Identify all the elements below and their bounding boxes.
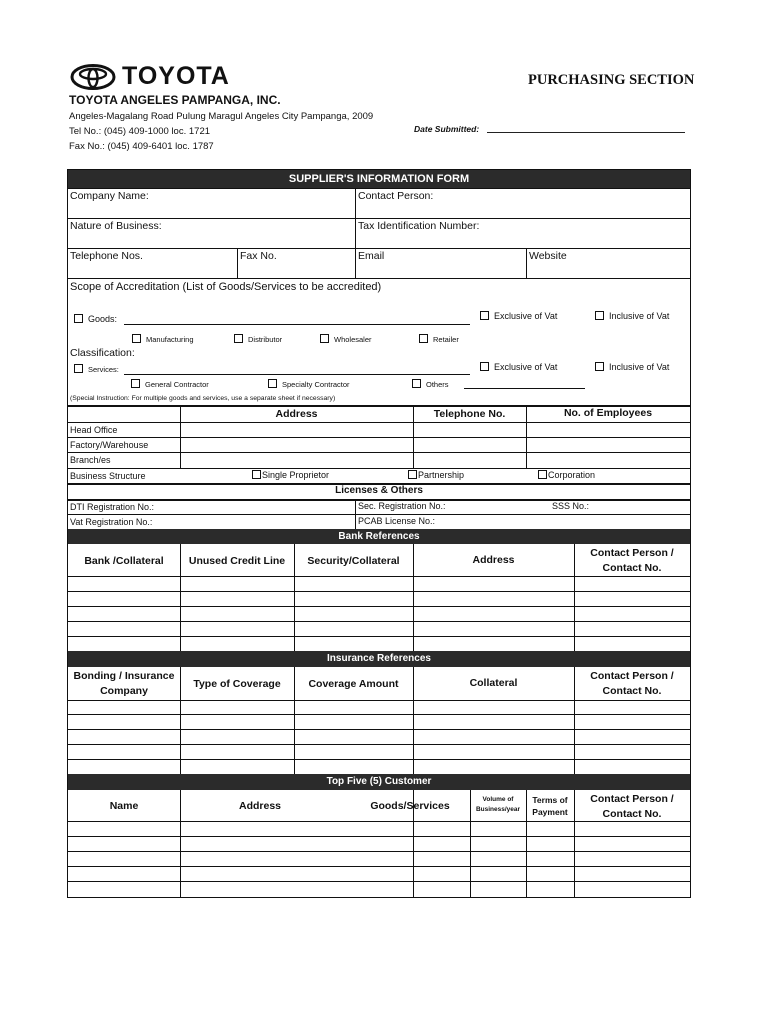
company-fax: Fax No.: (045) 409-6401 loc. 1787 bbox=[69, 141, 214, 152]
general-contractor-checkbox[interactable]: General Contractor bbox=[131, 379, 209, 389]
customers-col-address: Address bbox=[238, 800, 281, 812]
employees-column-header: No. of Employees bbox=[563, 407, 653, 419]
bank-col-contact: Contact Person / bbox=[590, 547, 674, 559]
corporation-checkbox[interactable]: Corporation bbox=[538, 470, 595, 480]
business-structure-label: Business Structure bbox=[70, 471, 146, 481]
retailer-checkbox[interactable]: Retailer bbox=[419, 334, 459, 344]
nature-of-business-field[interactable]: Nature of Business: bbox=[70, 220, 162, 232]
goods-checkbox[interactable]: Goods: bbox=[74, 314, 117, 324]
date-submitted-field[interactable] bbox=[487, 132, 685, 133]
bank-col-address: Address bbox=[472, 554, 515, 566]
telephone-column-header: Telephone No. bbox=[433, 408, 506, 420]
document-header bbox=[0, 0, 768, 168]
insurance-col-contact-no: Contact No. bbox=[602, 685, 662, 697]
toyota-logo bbox=[70, 62, 230, 91]
single-proprietor-checkbox[interactable]: Single Proprietor bbox=[252, 470, 329, 480]
head-office-label: Head Office bbox=[70, 425, 118, 435]
date-submitted-label: Date Submitted: bbox=[414, 124, 480, 134]
section-title: PURCHASING SECTION bbox=[528, 72, 695, 88]
address-column-header: Address bbox=[275, 408, 318, 420]
email-field[interactable]: Email bbox=[358, 250, 385, 262]
company-tel: Tel No.: (045) 409-1000 loc. 1721 bbox=[69, 126, 211, 137]
others-checkbox[interactable]: Others bbox=[412, 379, 449, 389]
form-title-bar bbox=[68, 170, 690, 188]
dti-field[interactable]: DTI Registration No.: bbox=[70, 502, 155, 512]
insurance-references-bar bbox=[68, 651, 690, 667]
company-address: Angeles-Magalang Road Pulung Maragul Angeles City Pampanga, 2009 bbox=[69, 111, 374, 122]
insurance-col-coverage-amount: Coverage Amount bbox=[308, 678, 399, 690]
form-title: SUPPLIER'S INFORMATION FORM bbox=[288, 173, 470, 185]
services-checkbox[interactable]: Services: bbox=[74, 364, 119, 374]
contact-person-field[interactable]: Contact Person: bbox=[358, 190, 434, 202]
insurance-col-bonding: Bonding / Insurance bbox=[73, 670, 175, 682]
bank-col-credit-line: Unused Credit Line bbox=[188, 555, 286, 567]
bank-col-contact-no: Contact No. bbox=[602, 562, 662, 574]
manufacturing-checkbox[interactable]: Manufacturing bbox=[132, 334, 194, 344]
classification-label: Classification: bbox=[70, 347, 135, 359]
insurance-col-company: Company bbox=[100, 685, 148, 697]
telephone-field[interactable]: Telephone Nos. bbox=[70, 250, 143, 262]
goods-inclusive-vat-checkbox[interactable]: Inclusive of Vat bbox=[595, 311, 669, 321]
insurance-col-collateral: Collateral bbox=[469, 677, 518, 689]
customers-col-terms: Terms of bbox=[532, 795, 568, 805]
customers-col-volume: Volume of bbox=[482, 796, 514, 803]
services-exclusive-vat-checkbox[interactable]: Exclusive of Vat bbox=[480, 362, 557, 372]
logo-wordmark: TOYOTA bbox=[122, 62, 230, 90]
insurance-references-title: Insurance References bbox=[327, 653, 431, 664]
toyota-emblem-icon bbox=[70, 64, 116, 90]
insurance-col-contact: Contact Person / bbox=[590, 670, 674, 682]
top-customers-bar bbox=[68, 774, 690, 790]
wholesaler-checkbox[interactable]: Wholesaler bbox=[320, 334, 372, 344]
fax-field[interactable]: Fax No. bbox=[240, 250, 277, 262]
company-name-heading: TOYOTA ANGELES PAMPANGA, INC. bbox=[69, 93, 281, 107]
sec-field[interactable]: Sec. Registration No.: bbox=[358, 501, 446, 511]
bank-col-security: Security/Collateral bbox=[307, 555, 400, 567]
bank-col-bank: Bank /Collateral bbox=[84, 555, 164, 567]
factory-label: Factory/Warehouse bbox=[70, 440, 149, 450]
tin-field[interactable]: Tax Identification Number: bbox=[358, 220, 480, 232]
services-inclusive-vat-checkbox[interactable]: Inclusive of Vat bbox=[595, 362, 669, 372]
customers-col-goods: Goods/Services bbox=[370, 800, 450, 812]
sss-field[interactable]: SSS No.: bbox=[552, 501, 590, 511]
bank-references-title: Bank References bbox=[338, 531, 420, 542]
customers-col-payment: Payment bbox=[532, 807, 568, 817]
customers-col-business-year: Business/year bbox=[475, 806, 521, 813]
customers-col-contact-no: Contact No. bbox=[602, 808, 662, 820]
vat-field[interactable]: Vat Registration No.: bbox=[70, 517, 153, 527]
specialty-contractor-checkbox[interactable]: Specialty Contractor bbox=[268, 379, 350, 389]
branch-label: Branch/es bbox=[70, 455, 111, 465]
website-field[interactable]: Website bbox=[529, 250, 567, 262]
insurance-col-coverage-type: Type of Coverage bbox=[193, 678, 281, 690]
partnership-checkbox[interactable]: Partnership bbox=[408, 470, 464, 480]
customers-col-contact: Contact Person / bbox=[590, 793, 674, 805]
licenses-heading: Licenses & Others bbox=[335, 485, 423, 496]
customers-col-name: Name bbox=[109, 800, 139, 812]
company-name-field[interactable]: Company Name: bbox=[70, 190, 149, 202]
bank-references-bar bbox=[68, 529, 690, 544]
distributor-checkbox[interactable]: Distributor bbox=[234, 334, 282, 344]
pcab-field[interactable]: PCAB License No.: bbox=[358, 516, 436, 526]
top-customers-title: Top Five (5) Customer bbox=[326, 776, 432, 787]
goods-exclusive-vat-checkbox[interactable]: Exclusive of Vat bbox=[480, 311, 557, 321]
special-instruction: (Special Instruction: For multiple goods and services, use a separate sheet if necessary) bbox=[70, 395, 336, 402]
scope-heading: Scope of Accreditation (List of Goods/Services to be accredited) bbox=[70, 281, 382, 293]
supplier-information-form bbox=[67, 169, 691, 898]
